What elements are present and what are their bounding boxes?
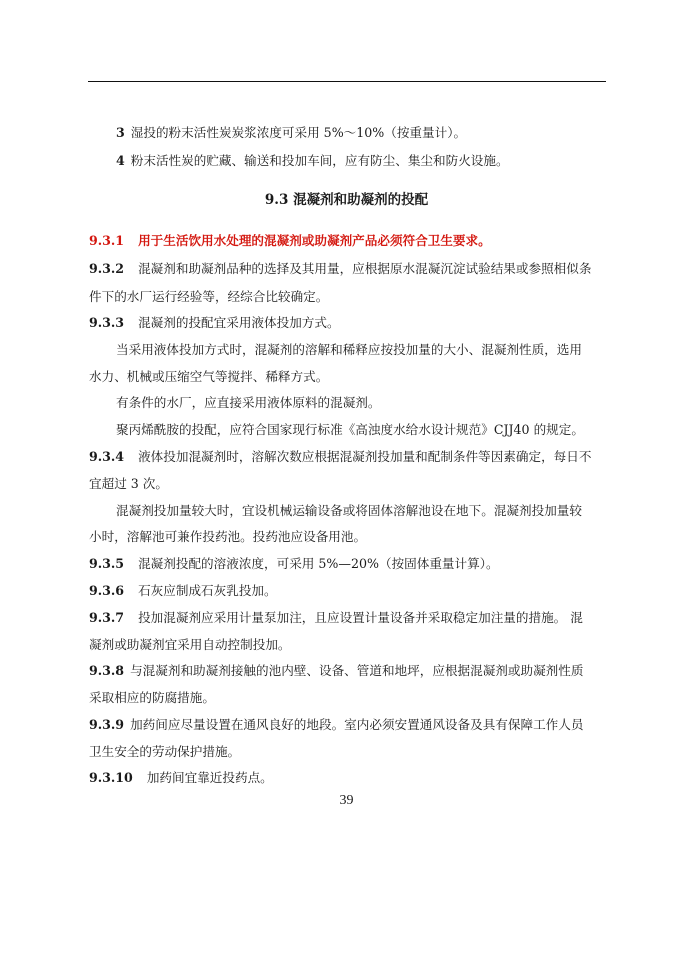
clause-text: 与混凝剂和助凝剂接触的池内壁、设备、管道和地坪，应根据混凝剂或助凝剂性质 [130, 663, 584, 678]
clause-9-3-8-cont: 采取相应的防腐措施。 [89, 690, 215, 705]
clause-9-3-7-cont: 凝剂或助凝剂宜采用自动控制投加。 [89, 637, 291, 652]
clause-number: 9.3.6 [89, 583, 125, 598]
clause-number: 9.3.9 [89, 717, 125, 732]
clause-9-3-3 [89, 315, 340, 331]
clause-text: 混凝剂的投配宜采用液体投加方式。 [138, 315, 340, 330]
paragraph: 有条件的水厂，应直接采用液体原料的混凝剂。 [116, 395, 381, 410]
list-item-4 [116, 153, 509, 169]
clause-text: 用于生活饮用水处理的混凝剂或助凝剂产品必须符合卫生要求。 [138, 233, 491, 248]
clause-9-3-2 [89, 261, 591, 277]
clause-text: 石灰应制成石灰乳投加。 [138, 583, 277, 598]
item-text: 粉末活性炭的贮藏、输送和投加车间，应有防尘、集尘和防火设施。 [130, 153, 509, 168]
clause-9-3-6 [89, 583, 277, 599]
clause-text: 加药间应尽量设置在通风良好的地段。室内必须安置通风设备及具有保障工作人员 [130, 717, 584, 732]
page-number: 39 [339, 793, 354, 808]
clause-number: 9.3.4 [89, 449, 125, 464]
paragraph: 当采用液体投加方式时，混凝剂的溶解和稀释应按投加量的大小、混凝剂性质，选用 [116, 342, 582, 357]
clause-9-3-9 [89, 717, 583, 733]
clause-number: 9.3.2 [89, 261, 125, 276]
clause-9-3-2-cont: 件下的水厂运行经验等，经综合比较确定。 [89, 289, 329, 304]
clause-9-3-9-cont: 卫生安全的劳动保护措施。 [89, 744, 241, 759]
paragraph: 聚丙烯酰胺的投配，应符合国家现行标准《高浊度水给水设计规范》CJJ40 的规定。 [116, 422, 584, 437]
clause-text: 加药间宜靠近投药点。 [146, 770, 273, 785]
clause-9-3-10 [89, 770, 273, 786]
clause-text: 液体投加混凝剂时，溶解次数应根据混凝剂投加量和配制条件等因素确定，每日不 [138, 449, 592, 464]
clause-9-3-8 [89, 663, 583, 679]
list-item-3 [116, 125, 466, 141]
clause-number: 9.3.5 [89, 556, 125, 571]
header-rule [88, 81, 606, 82]
paragraph: 混凝剂投加量较大时，宜设机械运输设备或将固体溶解池设在地下。混凝剂投加量较 [116, 503, 582, 518]
clause-9-3-4 [89, 449, 591, 465]
item-number: 3 [116, 125, 125, 140]
clause-9-3-1 [89, 233, 491, 249]
paragraph-cont: 水力、机械或压缩空气等搅拌、稀释方式。 [89, 369, 329, 384]
clause-number: 9.3.10 [89, 770, 133, 785]
clause-9-3-5 [89, 556, 499, 572]
clause-number: 9.3.3 [89, 315, 125, 330]
section-title: 9.3 混凝剂和助凝剂的投配 [264, 192, 429, 208]
item-text: 湿投的粉末活性炭炭浆浓度可采用 5%～10%（按重量计）。 [130, 125, 467, 140]
clause-9-3-4-cont: 宜超过 3 次。 [89, 476, 168, 491]
paragraph-cont: 小时，溶解池可兼作投药池。投药池应设备用池。 [89, 529, 367, 544]
clause-number: 9.3.8 [89, 663, 125, 678]
clause-number: 9.3.7 [89, 610, 125, 625]
clause-text: 混凝剂投配的溶液浓度，可采用 5%—20%（按固体重量计算）。 [138, 556, 499, 571]
clause-text: 混凝剂和助凝剂品种的选择及其用量，应根据原水混凝沉淀试验结果或参照相似条 [138, 261, 592, 276]
clause-text: 投加混凝剂应采用计量泵加注，且应设置计量设备并采取稳定加注量的措施。 混 [138, 610, 583, 625]
clause-9-3-7 [89, 610, 583, 626]
clause-number: 9.3.1 [89, 233, 125, 248]
item-number: 4 [116, 153, 125, 168]
